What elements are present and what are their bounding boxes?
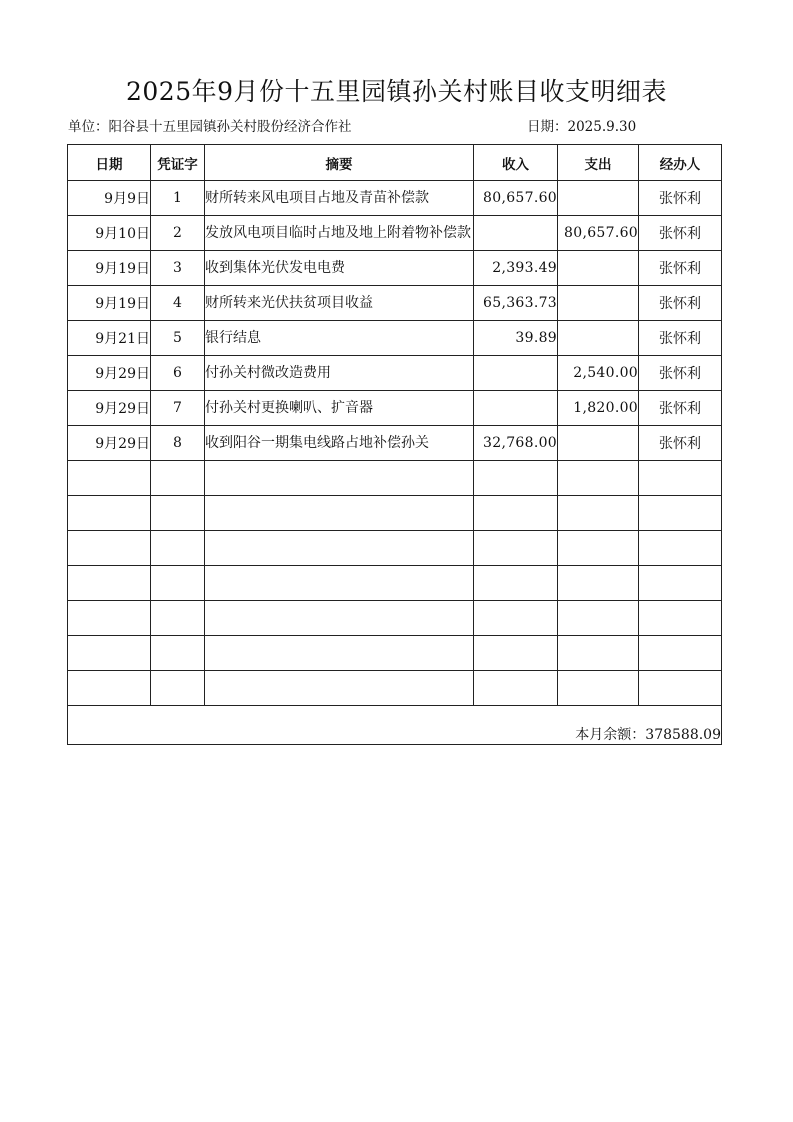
cell-expense-empty — [558, 601, 639, 636]
cell-date-empty — [68, 671, 151, 706]
table-row — [68, 181, 722, 216]
cell-expense — [558, 321, 639, 356]
table-row — [68, 356, 722, 391]
cell-handler-empty — [639, 531, 722, 566]
cell-expense — [558, 426, 639, 461]
cell-date: 9月29日 — [68, 391, 151, 426]
cell-date-empty — [68, 461, 151, 496]
cell-expense-empty — [558, 531, 639, 566]
cell-summary-empty — [205, 531, 474, 566]
cell-voucher: 4 — [151, 286, 205, 321]
cell-voucher: 2 — [151, 216, 205, 251]
cell-handler-empty — [639, 461, 722, 496]
header-date: 日期 — [68, 145, 151, 181]
cell-handler: 张怀利 — [639, 321, 722, 356]
cell-voucher-empty — [151, 671, 205, 706]
table-row — [68, 286, 722, 321]
cell-income-empty — [474, 636, 558, 671]
cell-expense — [558, 181, 639, 216]
cell-voucher: 3 — [151, 251, 205, 286]
cell-summary: 收到阳谷一期集电线路占地补偿孙关 — [205, 426, 474, 461]
cell-summary: 付孙关村更换喇叭、扩音器 — [205, 391, 474, 426]
ledger-body — [68, 181, 722, 706]
balance-cell — [68, 706, 722, 745]
cell-expense-empty — [558, 566, 639, 601]
header-voucher: 凭证字 — [151, 145, 205, 181]
table-row — [68, 391, 722, 426]
cell-date-empty — [68, 531, 151, 566]
cell-voucher: 1 — [151, 181, 205, 216]
cell-date: 9月10日 — [68, 216, 151, 251]
cell-handler-empty — [639, 636, 722, 671]
cell-income — [474, 391, 558, 426]
cell-handler: 张怀利 — [639, 181, 722, 216]
monthly-balance: 本月余额：378588.09 — [575, 727, 721, 743]
empty-table-row — [68, 601, 722, 636]
cell-summary-empty — [205, 566, 474, 601]
empty-table-row — [68, 461, 722, 496]
table-header-row — [68, 145, 722, 181]
cell-handler: 张怀利 — [639, 251, 722, 286]
balance-row — [68, 706, 722, 745]
cell-income: 32,768.00 — [474, 426, 558, 461]
cell-income: 65,363.73 — [474, 286, 558, 321]
cell-summary: 银行结息 — [205, 321, 474, 356]
cell-voucher-empty — [151, 636, 205, 671]
empty-table-row — [68, 566, 722, 601]
empty-table-row — [68, 531, 722, 566]
cell-date-empty — [68, 496, 151, 531]
cell-voucher-empty — [151, 566, 205, 601]
cell-handler: 张怀利 — [639, 356, 722, 391]
cell-date-empty — [68, 636, 151, 671]
table-row — [68, 216, 722, 251]
cell-date-empty — [68, 601, 151, 636]
cell-income-empty — [474, 671, 558, 706]
cell-handler: 张怀利 — [639, 286, 722, 321]
cell-summary-empty — [205, 461, 474, 496]
table-row — [68, 251, 722, 286]
cell-date: 9月29日 — [68, 356, 151, 391]
cell-income: 2,393.49 — [474, 251, 558, 286]
cell-date: 9月19日 — [68, 251, 151, 286]
cell-income-empty — [474, 566, 558, 601]
cell-expense-empty — [558, 496, 639, 531]
cell-expense-empty — [558, 671, 639, 706]
cell-income-empty — [474, 601, 558, 636]
cell-expense — [558, 251, 639, 286]
cell-income: 39.89 — [474, 321, 558, 356]
cell-date: 9月21日 — [68, 321, 151, 356]
cell-handler: 张怀利 — [639, 426, 722, 461]
cell-voucher: 7 — [151, 391, 205, 426]
cell-expense — [558, 286, 639, 321]
unit-label: 单位：阳谷县十五里园镇孙关村股份经济合作社 — [68, 119, 352, 135]
table-row — [68, 321, 722, 356]
cell-voucher-empty — [151, 461, 205, 496]
date-label: 日期：2025.9.30 — [527, 119, 637, 135]
cell-income-empty — [474, 531, 558, 566]
cell-summary: 财所转来光伏扶贫项目收益 — [205, 286, 474, 321]
cell-voucher: 8 — [151, 426, 205, 461]
cell-summary: 付孙关村微改造费用 — [205, 356, 474, 391]
cell-income: 80,657.60 — [474, 181, 558, 216]
empty-table-row — [68, 636, 722, 671]
cell-summary: 财所转来风电项目占地及青苗补偿款 — [205, 181, 474, 216]
cell-summary: 发放风电项目临时占地及地上附着物补偿款 — [205, 216, 474, 251]
cell-expense-empty — [558, 636, 639, 671]
cell-voucher-empty — [151, 601, 205, 636]
cell-voucher: 6 — [151, 356, 205, 391]
cell-summary: 收到集体光伏发电电费 — [205, 251, 474, 286]
cell-handler-empty — [639, 496, 722, 531]
empty-table-row — [68, 496, 722, 531]
header-summary: 摘要 — [205, 145, 474, 181]
cell-date: 9月9日 — [68, 181, 151, 216]
cell-income-empty — [474, 461, 558, 496]
cell-expense: 1,820.00 — [558, 391, 639, 426]
cell-summary-empty — [205, 601, 474, 636]
ledger-table — [67, 144, 722, 745]
cell-income — [474, 216, 558, 251]
cell-summary-empty — [205, 671, 474, 706]
empty-table-row — [68, 671, 722, 706]
cell-summary-empty — [205, 496, 474, 531]
cell-voucher: 5 — [151, 321, 205, 356]
cell-voucher-empty — [151, 496, 205, 531]
cell-voucher-empty — [151, 531, 205, 566]
cell-expense: 2,540.00 — [558, 356, 639, 391]
cell-summary-empty — [205, 636, 474, 671]
page-title: 2025年9月份十五里园镇孙关村账目收支明细表 — [125, 77, 668, 106]
cell-handler: 张怀利 — [639, 391, 722, 426]
header-income: 收入 — [474, 145, 558, 181]
cell-date-empty — [68, 566, 151, 601]
cell-handler-empty — [639, 566, 722, 601]
header-handler: 经办人 — [639, 145, 722, 181]
cell-handler: 张怀利 — [639, 216, 722, 251]
header-expense: 支出 — [558, 145, 639, 181]
table-row — [68, 426, 722, 461]
cell-income — [474, 356, 558, 391]
cell-date: 9月29日 — [68, 426, 151, 461]
cell-handler-empty — [639, 671, 722, 706]
cell-handler-empty — [639, 601, 722, 636]
cell-income-empty — [474, 496, 558, 531]
cell-date: 9月19日 — [68, 286, 151, 321]
cell-expense: 80,657.60 — [558, 216, 639, 251]
cell-expense-empty — [558, 461, 639, 496]
